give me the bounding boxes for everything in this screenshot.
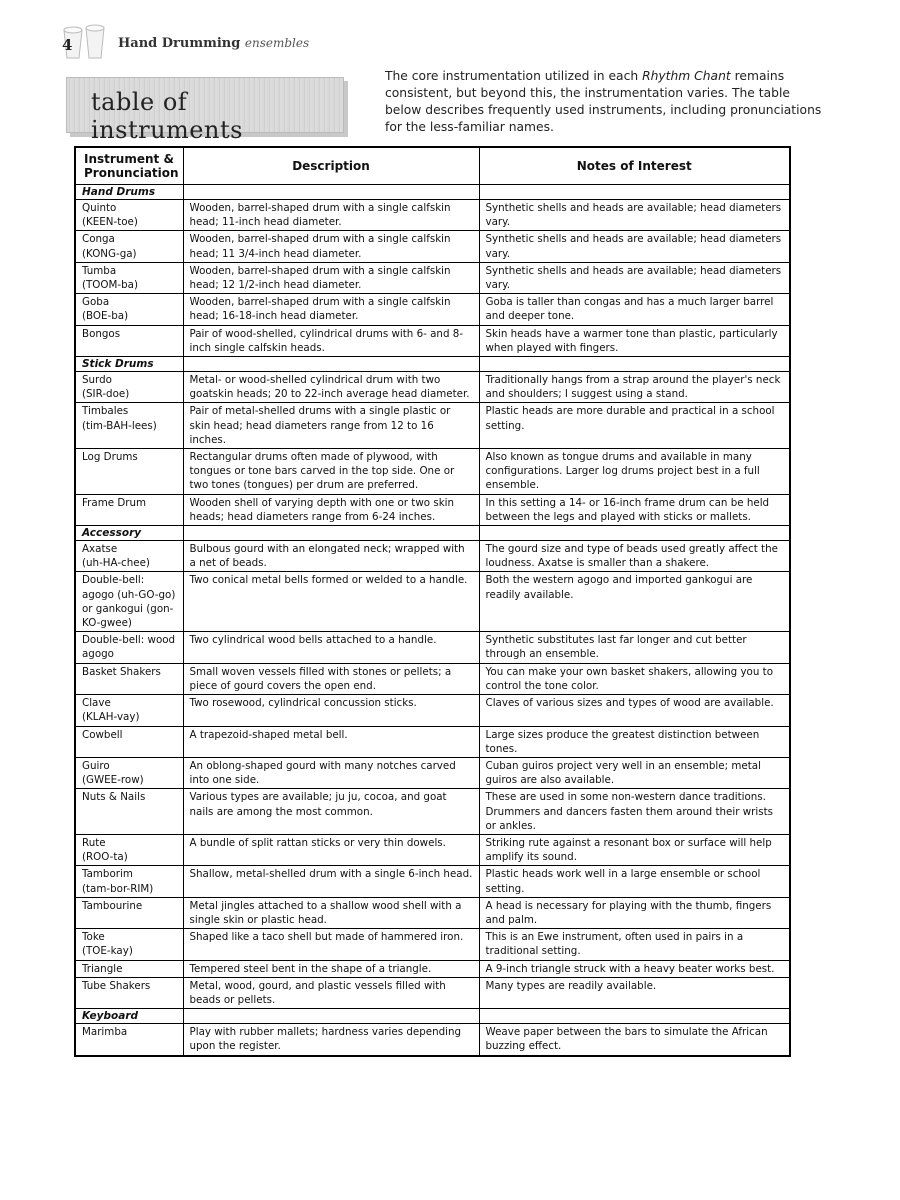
instrument-cell (75, 1024, 183, 1056)
description-cell: Rectangular drums often made of plywood, with tongues or tone bars carved in the top side. One or two tones (tongues) per drum are preferred. (183, 449, 479, 495)
category-empty-cell (479, 526, 790, 541)
description-cell: Bulbous gourd with an elongated neck; wrapped with a net of beads. (183, 541, 479, 572)
category-row (75, 357, 790, 372)
instrument-cell (75, 834, 183, 865)
table-row (75, 1024, 790, 1056)
instrument-name: Bongos (82, 327, 121, 340)
description-cell: Metal- or wood-shelled cylindrical drum with two goatskin heads; 20 to 22-inch average head diameter. (183, 372, 479, 403)
instrument-name: Log Drums (82, 451, 138, 464)
category-empty-cell (183, 526, 479, 541)
category-row (75, 1009, 790, 1024)
category-empty-cell (479, 185, 790, 200)
instrument-name: Nuts & Nails (82, 791, 146, 804)
category-empty-cell (183, 1009, 479, 1024)
intro-text-before: The core instrumentation utilized in each (385, 69, 643, 83)
description-cell: Shaped like a taco shell but made of hammered iron. (183, 929, 479, 960)
table-row (75, 372, 790, 403)
instrument-table (74, 146, 791, 1057)
table-row (75, 929, 790, 960)
notes-cell: Claves of various sizes and types of wood are available. (479, 695, 790, 726)
instrument-name: Axatse (82, 543, 118, 556)
instrument-pronunciation: (GWEE-row) (82, 774, 144, 787)
notes-cell: Synthetic substitutes last far longer and cut better through an ensemble. (479, 632, 790, 663)
instrument-cell (75, 960, 183, 977)
instrument-cell (75, 262, 183, 293)
instrument-cell (75, 789, 183, 835)
category-empty-cell (183, 185, 479, 200)
category-label: Stick Drums (75, 357, 183, 372)
description-cell: Two cylindrical wood bells attached to a handle. (183, 632, 479, 663)
table-row (75, 960, 790, 977)
description-cell: Various types are available; ju ju, cocoa, and goat nails are among the most common. (183, 789, 479, 835)
description-cell: Wooden shell of varying depth with one or two skin heads; head diameters range from 6-24 inches. (183, 494, 479, 525)
instrument-name: Frame Drum (82, 496, 147, 509)
notes-cell: This is an Ewe instrument, often used in pairs in a traditional setting. (479, 929, 790, 960)
instrument-name: Double-bell: agogo (uh-GO-go) or gankogui (gon-KO-gwee) (82, 574, 176, 630)
notes-cell: Goba is taller than congas and has a much larger barrel and deeper tone. (479, 294, 790, 325)
instrument-cell (75, 726, 183, 757)
description-cell: Two conical metal bells formed or welded to a handle. (183, 572, 479, 632)
instrument-cell (75, 866, 183, 897)
description-cell: Wooden, barrel-shaped drum with a single calfskin head; 16-18-inch head diameter. (183, 294, 479, 325)
section-title: table of instruments (91, 88, 243, 144)
notes-cell: Synthetic shells and heads are available; head diameters vary. (479, 262, 790, 293)
instrument-cell (75, 897, 183, 928)
notes-cell: Large sizes produce the greatest distinction between tones. (479, 726, 790, 757)
description-cell: Wooden, barrel-shaped drum with a single calfskin head; 11-inch head diameter. (183, 200, 479, 231)
table-row (75, 325, 790, 356)
notes-cell: In this setting a 14- or 16-inch frame drum can be held between the legs and played with sticks or mallets. (479, 494, 790, 525)
instrument-name: Tambourine (82, 899, 143, 912)
notes-cell: Skin heads have a warmer tone than plastic, particularly when played with fingers. (479, 325, 790, 356)
table-row (75, 231, 790, 262)
running-head-subtitle: ensembles (244, 36, 310, 50)
category-label: Accessory (75, 526, 183, 541)
description-cell: Shallow, metal-shelled drum with a single 6-inch head. (183, 866, 479, 897)
description-cell: Tempered steel bent in the shape of a triangle. (183, 960, 479, 977)
table-row (75, 200, 790, 231)
table-row (75, 757, 790, 788)
instrument-name: Conga (82, 233, 115, 246)
header-notes: Notes of Interest (479, 147, 790, 185)
intro-emphasis: Rhythm Chant (642, 69, 731, 83)
category-empty-cell (479, 357, 790, 372)
category-row (75, 185, 790, 200)
header-description: Description (183, 147, 479, 185)
instrument-name: Surdo (82, 374, 112, 387)
notes-cell: Plastic heads work well in a large ensemble or school setting. (479, 866, 790, 897)
description-cell: Pair of metal-shelled drums with a single plastic or skin head; head diameters range from 12 to 16 inches. (183, 403, 479, 449)
instrument-name: Double-bell: wood agogo (82, 634, 176, 661)
instrument-cell (75, 372, 183, 403)
instrument-cell (75, 929, 183, 960)
description-cell: A bundle of split rattan sticks or very thin dowels. (183, 834, 479, 865)
instrument-name: Guiro (82, 759, 110, 772)
category-row (75, 526, 790, 541)
notes-cell: Plastic heads are more durable and practical in a school setting. (479, 403, 790, 449)
table-row (75, 572, 790, 632)
table-row (75, 541, 790, 572)
table-row (75, 262, 790, 293)
notes-cell: Many types are readily available. (479, 977, 790, 1008)
instrument-cell (75, 572, 183, 632)
table-row (75, 494, 790, 525)
instrument-cell (75, 494, 183, 525)
instrument-pronunciation: (KLAH-vay) (82, 711, 140, 724)
notes-cell: Weave paper between the bars to simulate the African buzzing effect. (479, 1024, 790, 1056)
page-number: 4 (62, 36, 73, 54)
description-cell: Metal, wood, gourd, and plastic vessels filled with beads or pellets. (183, 977, 479, 1008)
table-row (75, 294, 790, 325)
instrument-name: Tamborim (82, 868, 133, 881)
instrument-name: Timbales (82, 405, 129, 418)
instrument-cell (75, 294, 183, 325)
instrument-cell (75, 325, 183, 356)
instrument-cell (75, 757, 183, 788)
description-cell: Pair of wood-shelled, cylindrical drums with 6- and 8-inch single calfskin heads. (183, 325, 479, 356)
running-head-title: Hand Drumming (118, 36, 241, 51)
section-banner (66, 77, 344, 144)
table-row (75, 449, 790, 495)
instrument-cell (75, 977, 183, 1008)
table-row (75, 789, 790, 835)
description-cell: Metal jingles attached to a shallow wood shell with a single skin or plastic head. (183, 897, 479, 928)
table-row (75, 403, 790, 449)
category-label: Keyboard (75, 1009, 183, 1024)
instrument-pronunciation: (TOE-kay) (82, 945, 133, 958)
notes-cell: Striking rute against a resonant box or surface will help amplify its sound. (479, 834, 790, 865)
table-row (75, 834, 790, 865)
category-empty-cell (183, 357, 479, 372)
notes-cell: Synthetic shells and heads are available; head diameters vary. (479, 200, 790, 231)
instrument-pronunciation: (tim-BAH-lees) (82, 419, 157, 432)
instrument-cell (75, 541, 183, 572)
instrument-name: Quinto (82, 202, 117, 214)
table-header-row (75, 147, 790, 185)
table-row (75, 632, 790, 663)
instrument-pronunciation: (tam-bor-RIM) (82, 882, 154, 895)
instrument-pronunciation: (BOE-ba) (82, 310, 129, 323)
notes-cell: Both the western agogo and imported gankogui are readily available. (479, 572, 790, 632)
instrument-pronunciation: (ROO-ta) (82, 851, 128, 864)
intro-text-after: remains consistent, but beyond this, the instrumentation varies. The table below describes frequently used instruments, including pronunciations for the less-familiar names. (385, 69, 822, 134)
instrument-cell (75, 632, 183, 663)
instrument-cell (75, 449, 183, 495)
instrument-cell (75, 231, 183, 262)
instrument-name: Tumba (82, 264, 117, 277)
notes-cell: A head is necessary for playing with the thumb, fingers and palm. (479, 897, 790, 928)
instrument-name: Cowbell (82, 728, 123, 741)
intro-paragraph (385, 68, 825, 136)
table-row (75, 726, 790, 757)
description-cell: Wooden, barrel-shaped drum with a single calfskin head; 11 3/4-inch head diameter. (183, 231, 479, 262)
instrument-name: Basket Shakers (82, 665, 161, 678)
notes-cell: Also known as tongue drums and available in many configurations. Larger log drums project best in a full ensemble. (479, 449, 790, 495)
notes-cell: A 9-inch triangle struck with a heavy beater works best. (479, 960, 790, 977)
instrument-cell (75, 403, 183, 449)
category-label: Hand Drums (75, 185, 183, 200)
description-cell: Wooden, barrel-shaped drum with a single calfskin head; 12 1/2-inch head diameter. (183, 262, 479, 293)
table-row (75, 695, 790, 726)
instrument-pronunciation: (uh-HA-chee) (82, 557, 150, 570)
instrument-pronunciation: (KONG-ga) (82, 247, 137, 260)
description-cell: A trapezoid-shaped metal bell. (183, 726, 479, 757)
instrument-pronunciation: (SIR-doe) (82, 388, 130, 401)
header-instrument: Instrument & Pronunciation (75, 147, 183, 185)
instrument-name: Triangle (82, 962, 123, 975)
notes-cell: Traditionally hangs from a strap around the player's neck and shoulders; I suggest using a stand. (479, 372, 790, 403)
table-row (75, 977, 790, 1008)
description-cell: Play with rubber mallets; hardness varies depending upon the register. (183, 1024, 479, 1056)
table-row (75, 663, 790, 694)
instrument-cell (75, 695, 183, 726)
table-row (75, 866, 790, 897)
instrument-name: Marimba (82, 1026, 128, 1039)
notes-cell: The gourd size and type of beads used greatly affect the loudness. Axatse is smaller than a shakere. (479, 541, 790, 572)
instrument-pronunciation: (KEEN-toe) (82, 216, 138, 229)
instrument-name: Clave (82, 697, 111, 710)
instrument-name: Tube Shakers (82, 979, 151, 992)
description-cell: An oblong-shaped gourd with many notches carved into one side. (183, 757, 479, 788)
description-cell: Two rosewood, cylindrical concussion sticks. (183, 695, 479, 726)
notes-cell: You can make your own basket shakers, allowing you to control the tone color. (479, 663, 790, 694)
table-body (75, 185, 790, 1056)
instrument-pronunciation: (TOOM-ba) (82, 279, 138, 292)
notes-cell: Synthetic shells and heads are available; head diameters vary. (479, 231, 790, 262)
instrument-cell (75, 200, 183, 231)
running-head (118, 36, 309, 51)
instrument-cell (75, 663, 183, 694)
description-cell: Small woven vessels filled with stones or pellets; a piece of gourd covers the open end. (183, 663, 479, 694)
instrument-name: Toke (82, 931, 105, 944)
notes-cell: Cuban guiros project very well in an ensemble; metal guiros are also available. (479, 757, 790, 788)
instrument-name: Goba (82, 296, 110, 309)
table-row (75, 897, 790, 928)
category-empty-cell (479, 1009, 790, 1024)
notes-cell: These are used in some non-western dance traditions. Drummers and dancers fasten them around their wrists or ankles. (479, 789, 790, 835)
instrument-name: Rute (82, 836, 106, 849)
